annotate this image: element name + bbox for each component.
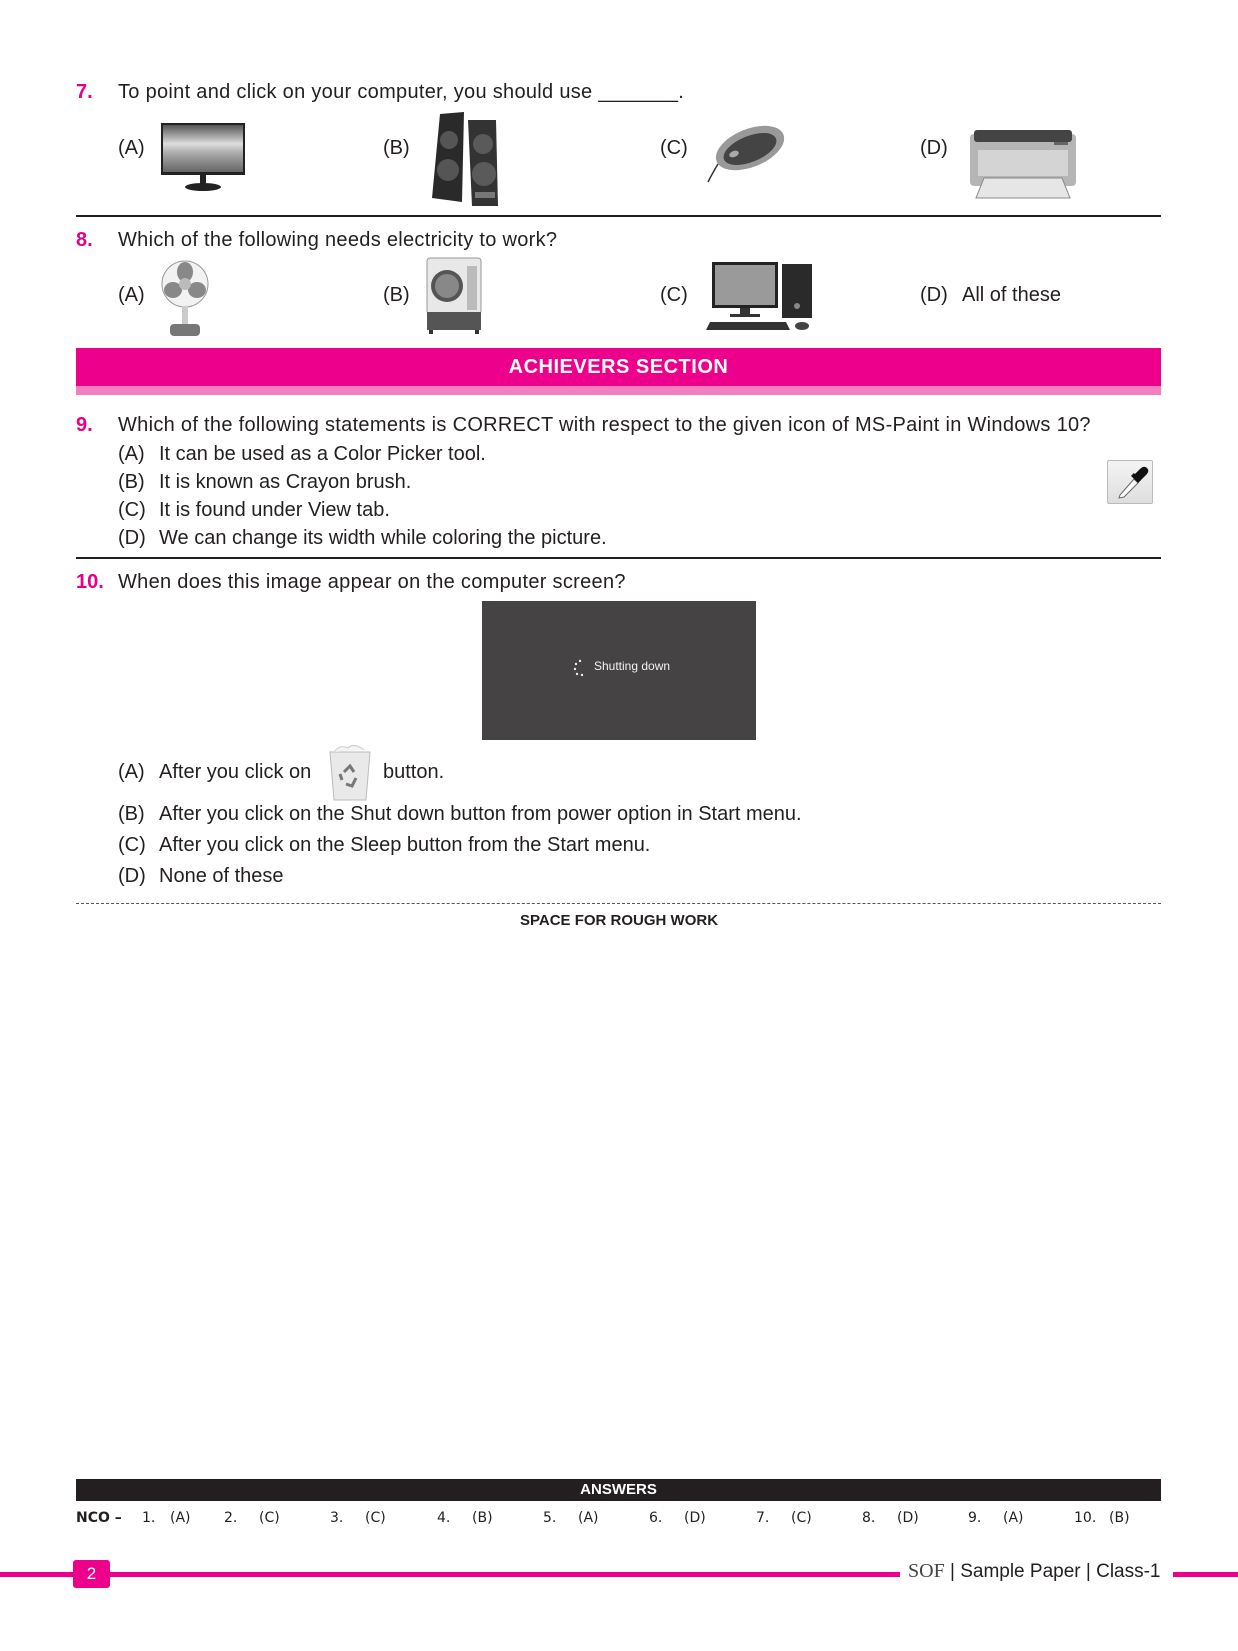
question-number: 10. [76,571,104,593]
section-banner: ACHIEVERS SECTION [76,348,1161,386]
option-text: We can change its width while coloring the picture. [159,527,607,549]
answer-value: (B) [472,1510,493,1526]
air-cooler-icon [425,256,483,334]
option-label: (C) [660,137,688,159]
option-c [118,834,651,857]
answer-value: (A) [578,1510,599,1526]
question-number: 8. [76,229,93,251]
answer-value: (C) [791,1510,812,1526]
option-label: (B) [118,471,145,493]
recycle-bin-icon [324,744,376,802]
question-number: 9. [76,414,93,436]
answer-value: (D) [897,1510,919,1526]
option-d [118,865,284,888]
answer-value: (A) [170,1510,191,1526]
answer-value: (C) [365,1510,386,1526]
answer-num: 4. [437,1510,451,1526]
question-text: To point and click on your computer, you should use _______. [118,81,685,103]
option-label: (A) [118,284,145,306]
sof-logo: SOF [908,1560,945,1582]
answers-prefix: NCO – [76,1510,122,1526]
answer-num: 2. [224,1510,238,1526]
monitor-icon [159,121,247,193]
footer-line-left [0,1572,900,1577]
table-fan-icon [158,260,212,338]
answer-num: 6. [649,1510,663,1526]
question-number: 7. [76,81,93,103]
answer-num: 1. [142,1510,156,1526]
shutting-down-screen [482,601,756,740]
option-text: It is found under View tab. [159,499,390,521]
footer-caption: | Sample Paper | Class-1 [949,1561,1161,1582]
divider [76,215,1161,217]
footer-line-right [1173,1572,1238,1577]
option-b [118,803,802,826]
color-picker-eyedropper-icon [1107,460,1153,504]
question-text: When does this image appear on the computer screen? [118,571,626,593]
option-label: (A) [118,137,145,159]
option-text: None of these [159,865,284,887]
rough-work-label: SPACE FOR ROUGH WORK [519,912,719,929]
option-label: (A) [118,761,145,783]
option-label: (C) [118,834,146,856]
answer-num: 5. [543,1510,557,1526]
option-text: After you click on the Shut down button from power option in Start menu. [159,803,802,825]
option-label: (B) [383,137,410,159]
divider [76,557,1161,559]
desktop-computer-icon [704,260,816,332]
answer-value: (B) [1109,1510,1130,1526]
answer-num: 3. [330,1510,344,1526]
answer-num: 10. [1074,1510,1097,1526]
option-text-after: button. [383,761,445,783]
option-text: It can be used as a Color Picker tool. [159,443,486,465]
answer-num: 8. [862,1510,876,1526]
question-text: Which of the following statements is CORRECT with respect to the given icon of MS-Paint in Windows 10? [118,414,1091,436]
option-label: (C) [118,499,146,521]
option-text: After you click on the Sleep button from the Start menu. [159,834,651,856]
option-label: (D) [920,137,948,159]
answer-value: (A) [1003,1510,1024,1526]
option-a [118,761,445,784]
spinner-icon [572,659,588,677]
option-text-before: After you click on [159,761,312,783]
option-label: (D) [118,865,146,887]
option-text: It is known as Crayon brush. [159,471,412,493]
option-label: (B) [118,803,145,825]
option-label: (D) [118,527,146,549]
option-label: (A) [118,443,145,465]
option-label: (C) [660,284,688,306]
option-label: (D) [920,284,948,306]
banner-underline [76,386,1161,395]
question-text: Which of the following needs electricity to work? [118,229,558,251]
answer-value: (D) [684,1510,706,1526]
answer-value: (C) [259,1510,280,1526]
shutting-down-text: Shutting down [594,659,671,673]
mouse-icon [704,124,788,186]
option-a [118,443,486,466]
option-c [118,499,390,522]
dashed-divider [76,903,1161,904]
answer-num: 9. [968,1510,982,1526]
printer-icon [966,128,1080,206]
answers-header: ANSWERS [76,1479,1161,1501]
option-text: All of these [962,284,1061,306]
speakers-icon [428,110,520,208]
answer-num: 7. [756,1510,770,1526]
option-label: (B) [383,284,410,306]
option-d [118,527,607,550]
page-number: 2 [73,1560,110,1588]
footer-text [908,1560,1161,1583]
option-b [118,471,412,494]
